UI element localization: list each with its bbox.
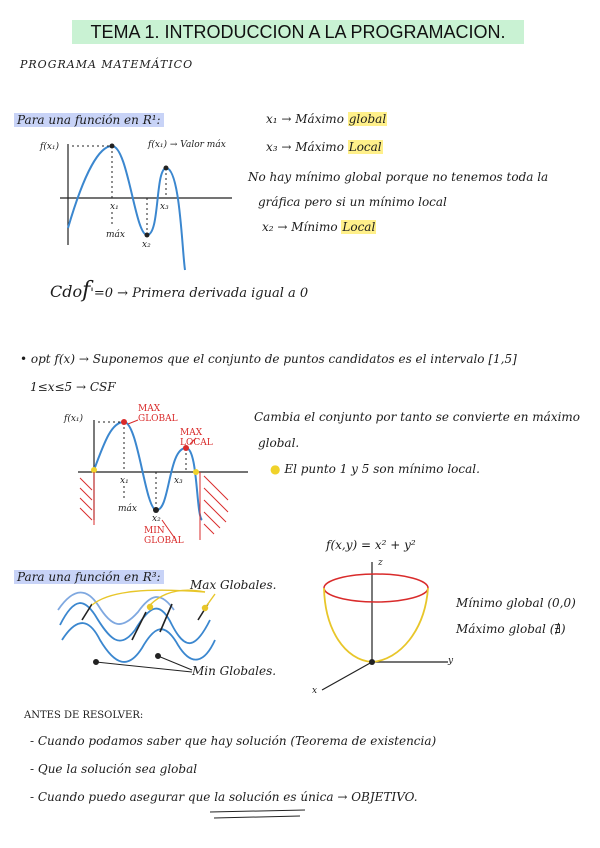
g2-max: máx [118,504,137,514]
g1-x1: x₁ [110,202,119,212]
sec3-heading: Para una función en R³: [14,570,164,584]
before-item2: - Que la solución sea global [30,762,198,776]
yellow-bullet: ● [270,462,281,476]
page-title: TEMA 1. INTRODUCCION A LA PROGRAMACION. [90,22,506,42]
g2-min-global: MIN GLOBAL [144,526,184,546]
axis-z-label: z [378,558,383,568]
sec1-line1: x₁ → Máximo global [266,112,387,126]
g2-max-local: MAX LOCAL [180,428,213,448]
underline-strokes [210,810,305,818]
sec1-note2: gráfica pero si un mínimo local [258,195,447,209]
sec1-line2: x₃ → Máximo Local [266,140,382,154]
sec2-note1: Cambia el conjunto por tanto se convierte en máximo [254,410,581,424]
g2-fx-label: f(x₁) [64,414,84,424]
r3-max-arrows [92,590,215,610]
graph1-axes [60,144,232,245]
g1-x2: x₂ [142,240,151,250]
paraboloid-minimum [369,659,375,665]
sec3-max-text: Máximo global (∄) [456,622,566,636]
sec1-line3: x₂ → Mínimo Local [262,220,376,234]
graph1-guides [72,146,166,233]
r3-waves [58,593,215,662]
g1-fx-label: f(x₁) [40,142,60,152]
sec1-note1: No hay mínimo global porque no tenemos toda la [248,170,549,184]
before-heading: ANTES DE RESOLVER: [24,710,144,721]
g2-x3: x₃ [174,476,183,486]
r3-min-arrows [94,654,193,673]
paraboloid-formula: f(x,y) = x² + y² [326,538,416,552]
paraboloid-axes [322,562,448,690]
sec1-heading: Para una función en R¹: [14,113,164,127]
g1-max: máx [106,230,125,240]
before-item1: - Cuando podamos saber que hay solución (Teorema de existencia) [30,734,437,748]
axis-y-label: y [448,656,454,666]
g2-x2: x₂ [152,514,161,524]
sec2-range: 1≤x≤5 → CSF [30,380,116,394]
before-item3: - Cuando puedo asegurar que la solución es única → OBJETIVO. [30,790,418,804]
sec2-note2: global. [258,436,300,450]
g2-x1: x₁ [120,476,129,486]
subtitle: PROGRAMA MATEMÁTICO [20,58,194,71]
sec2-note3: ● El punto 1 y 5 son mínimo local. [270,462,480,476]
g1-peak-label: f(x₁) → Valor máx [148,140,226,150]
sec3-min-globales: Min Globales. [192,664,277,678]
g1-x3: x₃ [160,202,169,212]
g2-max-global: MAX GLOBAL [138,404,178,424]
sec2-opt: • opt f(x) → Suponemos que el conjunto de puntos candidatos es el intervalo [1,5] [20,352,517,366]
sec1-derivative-line: Cdof'=0 → Primera derivada igual a 0 [50,278,309,303]
sec3-max-globales: Max Globales. [190,578,277,592]
paraboloid-rim [324,574,428,602]
paraboloid-surface [324,588,428,662]
sec3-min-text: Mínimo global (0,0) [456,596,576,610]
axis-x-label: x [312,686,318,696]
